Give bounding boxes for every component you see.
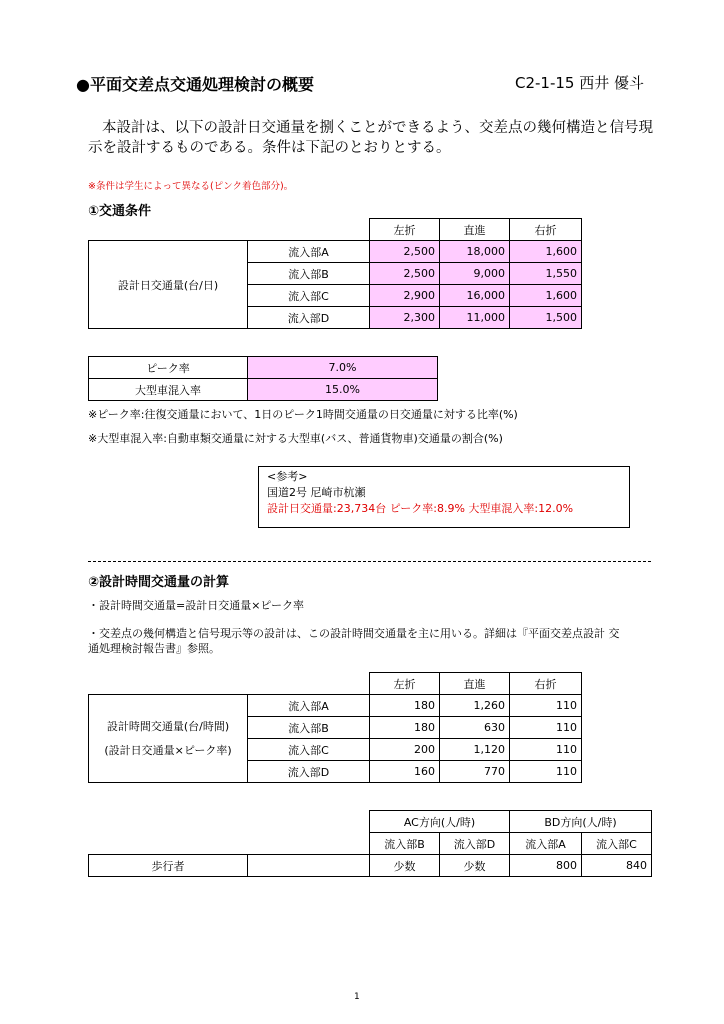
header-straight: 直進 (440, 673, 510, 695)
row-label-line-2: (設計日交通量×ピーク率) (104, 743, 232, 757)
value-cell: 1,600 (510, 241, 582, 263)
daily-traffic-table (88, 218, 582, 329)
value-cell: 180 (370, 695, 440, 717)
table-row (89, 241, 582, 263)
intro-paragraph (88, 118, 658, 158)
value-cell: 200 (370, 739, 440, 761)
detail-bullet-line-2: 通処理検討報告書』参照。 (88, 642, 220, 655)
value-cell: 2,500 (370, 263, 440, 285)
rate-table (88, 356, 438, 401)
approach-name: 流入部C (248, 285, 370, 307)
header-right-turn: 右折 (510, 219, 582, 241)
approach-name: 流入部D (248, 307, 370, 329)
empty-cell (248, 855, 370, 877)
table-row (89, 855, 652, 877)
section2-heading: ②設計時間交通量の計算 (88, 575, 230, 590)
ac-direction-header: AC方向(人/時) (370, 811, 510, 833)
section-divider (88, 561, 651, 562)
table-row (89, 695, 582, 717)
peak-rate-label: ピーク率 (89, 357, 248, 379)
reference-location: 国道2号 尼崎市杭瀬 (267, 486, 366, 499)
row-label-hourly-volume (89, 695, 248, 783)
value-cell: 2,500 (370, 241, 440, 263)
peak-rate-value: 7.0% (248, 357, 438, 379)
value-cell: 180 (370, 717, 440, 739)
value-cell: 1,260 (440, 695, 510, 717)
section1-heading: ①交通条件 (88, 204, 152, 219)
approach-name: 流入部B (248, 263, 370, 285)
pedestrian-table (88, 810, 652, 877)
value-cell: 800 (510, 855, 582, 877)
reference-box (258, 466, 630, 528)
value-cell: 840 (582, 855, 652, 877)
reference-title: <参考> (267, 470, 308, 483)
reference-data: 設計日交通量:23,734台 ピーク率:8.9% 大型車混入率:12.0% (267, 502, 574, 515)
table-row (89, 379, 438, 401)
value-cell: 1,120 (440, 739, 510, 761)
heavy-vehicle-value: 15.0% (248, 379, 438, 401)
approach-name: 流入部C (248, 739, 370, 761)
value-cell: 110 (510, 761, 582, 783)
pedestrian-label: 歩行者 (89, 855, 248, 877)
header-right-turn: 右折 (510, 673, 582, 695)
value-cell: 1,500 (510, 307, 582, 329)
heavy-vehicle-note: ※大型車混入率:自動車類交通量に対する大型車(バス、普通貨物車)交通量の割合(%) (88, 432, 503, 445)
peak-rate-note: ※ピーク率:往復交通量において、1日のピーク1時間交通量の日交通量に対する比率(%) (88, 408, 518, 421)
approach-name: 流入部D (248, 761, 370, 783)
value-cell: 110 (510, 695, 582, 717)
row-label-line-1: 設計時間交通量(台/時間) (106, 719, 230, 733)
heavy-vehicle-label: 大型車混入率 (89, 379, 248, 401)
header-left-turn: 左折 (370, 219, 440, 241)
author-id: C2-1-15 西井 優斗 (515, 74, 645, 92)
value-cell: 2,300 (370, 307, 440, 329)
approach-name: 流入部B (248, 717, 370, 739)
hourly-traffic-table (88, 672, 582, 783)
approach-name: 流入部D (440, 833, 510, 855)
value-cell: 1,550 (510, 263, 582, 285)
header-straight: 直進 (440, 219, 510, 241)
intro-line-1: 本設計は、以下の設計日交通量を捌くことができるよう、交差点の幾何構造と信号現 (102, 120, 653, 136)
value-cell: 11,000 (440, 307, 510, 329)
value-cell: 18,000 (440, 241, 510, 263)
intro-line-2: 示を設計するものである。条件は下記のとおりとする。 (88, 140, 451, 156)
approach-name: 流入部A (248, 695, 370, 717)
detail-bullet-line-1: ・交差点の幾何構造と信号現示等の設計は、この設計時間交通量を主に用いる。詳細は『平面交差点設計 交 (88, 627, 620, 640)
condition-note: ※条件は学生によって異なる(ピンク着色部分)。 (88, 181, 294, 192)
table-row (89, 357, 438, 379)
header-left-turn: 左折 (370, 673, 440, 695)
value-cell: 110 (510, 739, 582, 761)
value-cell: 少数 (440, 855, 510, 877)
value-cell: 160 (370, 761, 440, 783)
page-number: 1 (354, 992, 360, 1002)
value-cell: 少数 (370, 855, 440, 877)
value-cell: 1,600 (510, 285, 582, 307)
approach-name: 流入部A (510, 833, 582, 855)
formula-bullet: ・設計時間交通量=設計日交通量×ピーク率 (88, 599, 304, 612)
value-cell: 9,000 (440, 263, 510, 285)
row-label-daily-volume: 設計日交通量(台/日) (89, 241, 248, 329)
approach-name: 流入部C (582, 833, 652, 855)
approach-name: 流入部A (248, 241, 370, 263)
bd-direction-header: BD方向(人/時) (510, 811, 652, 833)
document-title: ●平面交差点交通処理検討の概要 (76, 75, 314, 94)
value-cell: 630 (440, 717, 510, 739)
approach-name: 流入部B (370, 833, 440, 855)
value-cell: 770 (440, 761, 510, 783)
value-cell: 2,900 (370, 285, 440, 307)
value-cell: 110 (510, 717, 582, 739)
value-cell: 16,000 (440, 285, 510, 307)
